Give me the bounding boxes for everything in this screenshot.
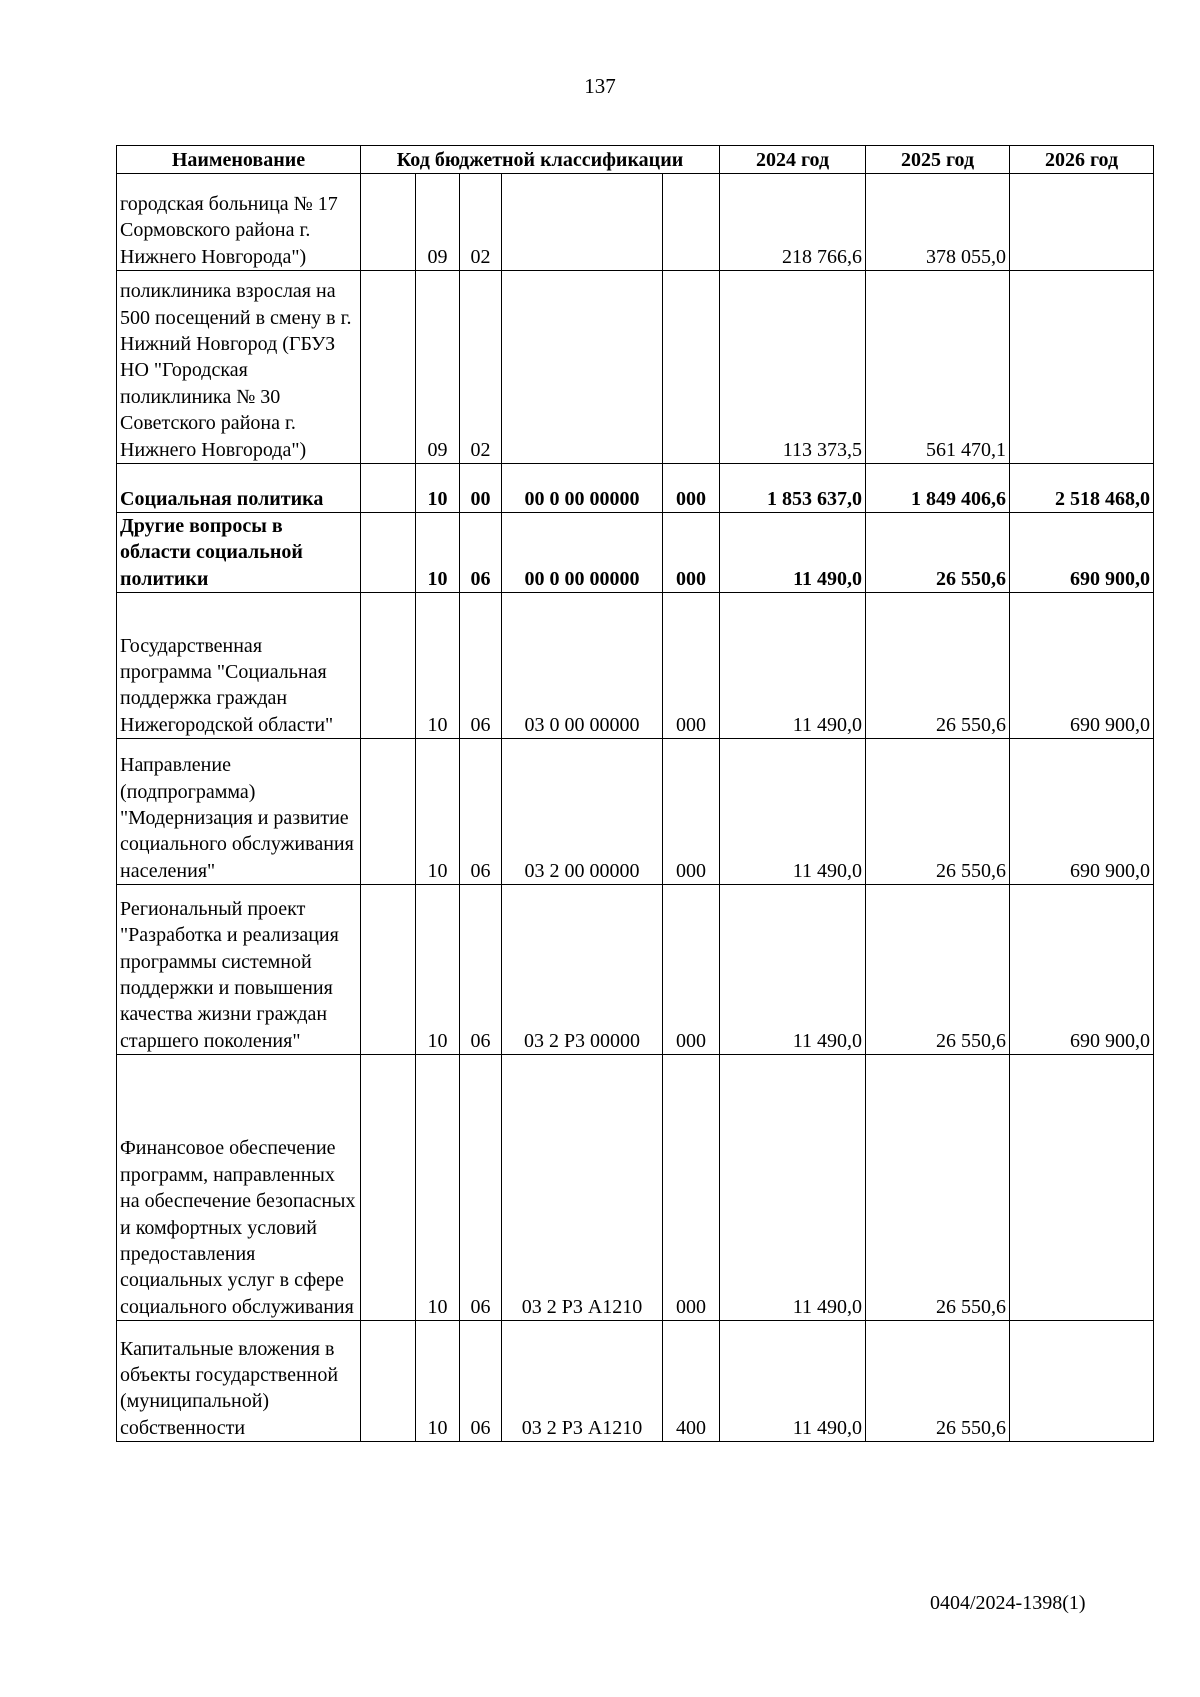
- row-subsection-code: 02: [460, 174, 502, 271]
- document-code: 0404/2024-1398(1): [930, 1592, 1086, 1614]
- row-value-2025: 1 849 406,6: [866, 464, 1010, 513]
- row-target-code: 00 0 00 00000: [502, 513, 663, 593]
- row-target-code: 03 2 Р3 00000: [502, 885, 663, 1055]
- row-name: Направление (подпрограмма) "Модернизация и развитие социального обслуживания населения": [117, 739, 361, 885]
- row-value-2024: 11 490,0: [720, 513, 866, 593]
- row-value-2026: 690 900,0: [1010, 739, 1154, 885]
- row-subsection-code: 06: [460, 739, 502, 885]
- row-value-2025: 26 550,6: [866, 885, 1010, 1055]
- table-row: [117, 271, 1154, 464]
- table-row: [117, 1055, 1154, 1321]
- row-value-2026: 690 900,0: [1010, 513, 1154, 593]
- table-row: [117, 885, 1154, 1055]
- row-value-2025: 561 470,1: [866, 271, 1010, 464]
- row-section-code: 09: [416, 271, 460, 464]
- row-name: поликлиника взрослая на 500 посещений в смену в г. Нижний Новгород (ГБУЗ НО "Городская поликлиника № 30 Советского района г. Нижнего Новгорода"): [117, 271, 361, 464]
- table-row: [117, 1321, 1154, 1442]
- table-row: [117, 513, 1154, 593]
- page-number: 137: [584, 74, 616, 98]
- row-name: Государственная программа "Социальная поддержка граждан Нижегородской области": [117, 593, 361, 739]
- header-code: Код бюджетной классификации: [361, 146, 720, 174]
- row-subsection-code: 02: [460, 271, 502, 464]
- row-code-col1: [361, 593, 416, 739]
- row-expense-type: 000: [663, 739, 720, 885]
- row-code-col1: [361, 464, 416, 513]
- row-value-2024: 1 853 637,0: [720, 464, 866, 513]
- header-2026: 2026 год: [1010, 146, 1154, 174]
- row-value-2024: 11 490,0: [720, 1321, 866, 1442]
- row-code-col1: [361, 513, 416, 593]
- row-target-code: [502, 174, 663, 271]
- row-value-2024: 218 766,6: [720, 174, 866, 271]
- row-code-col1: [361, 885, 416, 1055]
- row-section-code: 10: [416, 593, 460, 739]
- table-row: [117, 593, 1154, 739]
- table-header-row: [117, 146, 1154, 174]
- row-name: Капитальные вложения в объекты государственной (муниципальной) собственности: [117, 1321, 361, 1442]
- row-section-code: 10: [416, 513, 460, 593]
- row-value-2024: 11 490,0: [720, 1055, 866, 1321]
- row-code-col1: [361, 1055, 416, 1321]
- row-value-2025: 26 550,6: [866, 739, 1010, 885]
- row-value-2026: [1010, 1321, 1154, 1442]
- row-target-code: 03 2 Р3 А1210: [502, 1321, 663, 1442]
- budget-table: [116, 145, 1154, 1442]
- row-expense-type: [663, 174, 720, 271]
- row-value-2024: 11 490,0: [720, 739, 866, 885]
- row-value-2026: 2 518 468,0: [1010, 464, 1154, 513]
- row-value-2024: 113 373,5: [720, 271, 866, 464]
- row-name: Социальная политика: [117, 464, 361, 513]
- row-expense-type: 000: [663, 464, 720, 513]
- row-target-code: 00 0 00 00000: [502, 464, 663, 513]
- row-subsection-code: 06: [460, 513, 502, 593]
- row-subsection-code: 06: [460, 1055, 502, 1321]
- row-value-2026: [1010, 1055, 1154, 1321]
- row-target-code: 03 2 00 00000: [502, 739, 663, 885]
- row-name: Другие вопросы в области социальной политики: [117, 513, 361, 593]
- row-section-code: 10: [416, 885, 460, 1055]
- row-name: городская больница № 17 Сормовского района г. Нижнего Новгорода"): [117, 174, 361, 271]
- table-row: [117, 739, 1154, 885]
- row-code-col1: [361, 739, 416, 885]
- row-value-2025: 26 550,6: [866, 1055, 1010, 1321]
- table-row: [117, 464, 1154, 513]
- row-section-code: 10: [416, 1055, 460, 1321]
- row-target-code: 03 2 Р3 А1210: [502, 1055, 663, 1321]
- row-value-2026: 690 900,0: [1010, 885, 1154, 1055]
- row-code-col1: [361, 271, 416, 464]
- header-name: Наименование: [117, 146, 361, 174]
- row-expense-type: 400: [663, 1321, 720, 1442]
- row-section-code: 10: [416, 739, 460, 885]
- row-value-2025: 26 550,6: [866, 593, 1010, 739]
- row-value-2025: 26 550,6: [866, 513, 1010, 593]
- row-value-2026: [1010, 174, 1154, 271]
- table-row: [117, 174, 1154, 271]
- row-expense-type: 000: [663, 513, 720, 593]
- header-2025: 2025 год: [866, 146, 1010, 174]
- row-value-2026: 690 900,0: [1010, 593, 1154, 739]
- row-code-col1: [361, 1321, 416, 1442]
- row-subsection-code: 06: [460, 1321, 502, 1442]
- row-value-2024: 11 490,0: [720, 885, 866, 1055]
- row-value-2026: [1010, 271, 1154, 464]
- row-subsection-code: 00: [460, 464, 502, 513]
- row-value-2024: 11 490,0: [720, 593, 866, 739]
- row-code-col1: [361, 174, 416, 271]
- row-expense-type: 000: [663, 1055, 720, 1321]
- header-2024: 2024 год: [720, 146, 866, 174]
- row-name: Финансовое обеспечение программ, направленных на обеспечение безопасных и комфортных условий предоставления социальных услуг в сфере социального обслуживания: [117, 1055, 361, 1321]
- row-subsection-code: 06: [460, 593, 502, 739]
- row-section-code: 09: [416, 174, 460, 271]
- row-name: Региональный проект "Разработка и реализация программы системной поддержки и повышения качества жизни граждан старшего поколения": [117, 885, 361, 1055]
- row-value-2025: 26 550,6: [866, 1321, 1010, 1442]
- row-section-code: 10: [416, 464, 460, 513]
- row-target-code: [502, 271, 663, 464]
- row-section-code: 10: [416, 1321, 460, 1442]
- row-subsection-code: 06: [460, 885, 502, 1055]
- row-expense-type: 000: [663, 885, 720, 1055]
- row-expense-type: [663, 271, 720, 464]
- row-value-2025: 378 055,0: [866, 174, 1010, 271]
- row-expense-type: 000: [663, 593, 720, 739]
- row-target-code: 03 0 00 00000: [502, 593, 663, 739]
